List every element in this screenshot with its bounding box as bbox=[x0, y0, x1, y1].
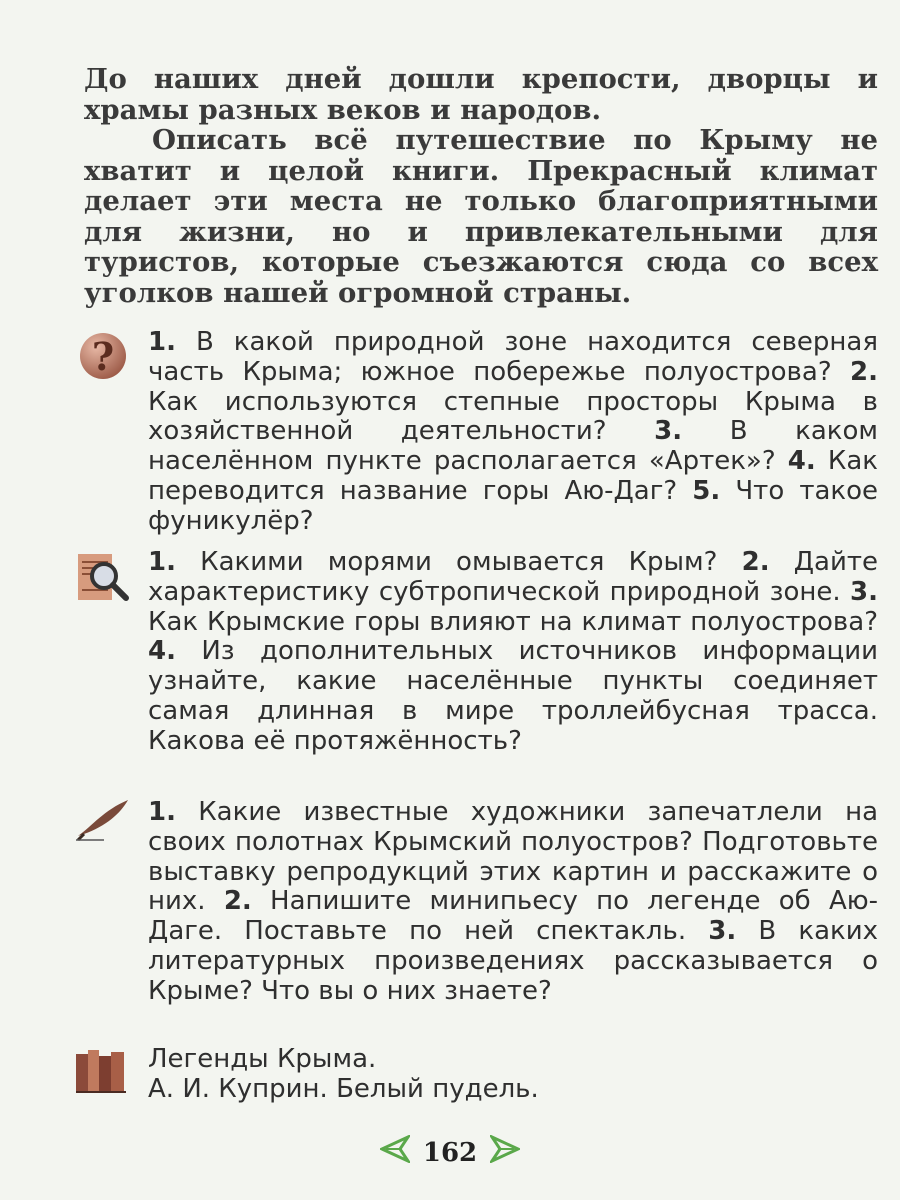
question-number: 4. bbox=[787, 446, 816, 477]
question-number: 3. bbox=[654, 416, 683, 447]
question-mark-icon bbox=[78, 330, 128, 387]
intro-paragraph-1: До наших дней дошли крепости, дворцы и храмы разных веков и народов. bbox=[84, 63, 878, 126]
question-number: 1. bbox=[148, 327, 176, 357]
research-block bbox=[148, 548, 878, 757]
books-icon bbox=[74, 1046, 128, 1099]
question-text: Как Крымские горы влияют на климат полуострова? bbox=[148, 606, 878, 637]
question-number: 1. bbox=[148, 797, 176, 827]
question-number: 2. bbox=[223, 886, 252, 917]
question-text: Из дополнительных источников информации узнайте, какие населённые пункты соединяет самая длинная в мире троллейбусная трасса. Какова её протяжённость? bbox=[148, 636, 878, 756]
reading-item: Легенды Крыма. bbox=[148, 1044, 377, 1074]
page-number: 162 bbox=[422, 1137, 478, 1168]
question-number: 3. bbox=[850, 576, 878, 607]
intro-paragraph-2: Описать всё путешествие по Крыму не хватит и целой книги. Прекрасный климат делает эти места не только благоприятными для жизни, но и привлекательными для туристов, которые съезжаются сюда со всех уголков нашей огромной страны. bbox=[84, 124, 878, 309]
question-text: Как переводится название горы Аю-Даг? bbox=[148, 446, 879, 506]
svg-text:?: ? bbox=[91, 334, 115, 379]
question-number: 2. bbox=[850, 356, 879, 387]
question-text: В каких литературных произведениях рассказывается о Крыме? Что вы о них знаете? bbox=[148, 916, 879, 1006]
reading-item: А. И. Куприн. Белый пудель. bbox=[148, 1073, 539, 1104]
question-number: 4. bbox=[148, 636, 176, 667]
quill-pen-icon bbox=[74, 796, 132, 847]
intro-text bbox=[84, 64, 878, 308]
question-number: 2. bbox=[741, 547, 770, 577]
question-text: Напишите минипьесу по легенде об Аю-Даге. Поставьте по ней спектакль. bbox=[148, 886, 879, 947]
question-text: В какой природной зоне находится северная часть Крыма; южное побережье полуострова? bbox=[148, 327, 878, 387]
magnifier-book-icon bbox=[76, 550, 132, 611]
question-text: Какими морями омывается Крым? bbox=[200, 547, 718, 577]
question-text: Что такое фуникулёр? bbox=[148, 475, 879, 536]
question-text: Как используются степные просторы Крыма в хозяйственной деятельности? bbox=[148, 386, 878, 447]
question-number: 3. bbox=[708, 916, 737, 947]
question-number: 1. bbox=[148, 547, 176, 577]
question-number: 5. bbox=[692, 475, 721, 506]
question-text: В каком населённом пункте располагается «Артек»? bbox=[148, 416, 879, 477]
reading-block bbox=[148, 1045, 878, 1105]
questions-block bbox=[148, 328, 878, 537]
question-text: Дайте характеристику субтропической природной зоне. bbox=[148, 547, 879, 607]
leaf-ornament-icon bbox=[490, 1135, 520, 1170]
leaf-ornament-icon bbox=[380, 1135, 410, 1170]
question-text: Какие известные художники запечатлели на своих полотнах Крымский полуостров? Подготовьте выставку репродукций этих картин и расскажите о них. bbox=[148, 797, 879, 917]
creative-block bbox=[148, 798, 878, 1007]
page-footer bbox=[0, 1135, 900, 1170]
